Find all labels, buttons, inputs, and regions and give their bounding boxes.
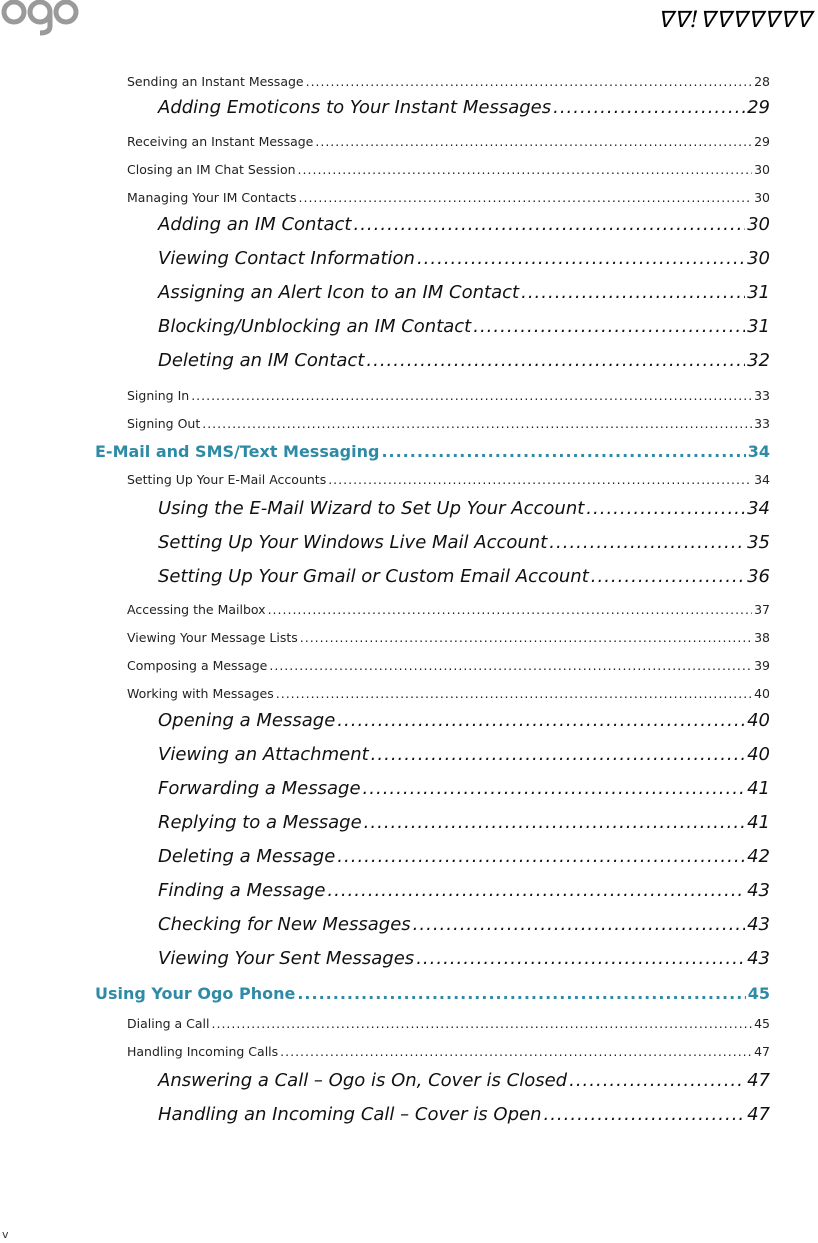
dot-leader xyxy=(569,1070,745,1091)
toc-entry[interactable] xyxy=(158,498,770,519)
toc-entry[interactable] xyxy=(158,532,770,553)
toc-entry-page: 40 xyxy=(747,710,770,731)
toc-entry-page: 40 xyxy=(754,686,770,701)
dot-leader xyxy=(521,282,745,303)
dot-leader xyxy=(473,316,745,337)
dot-leader xyxy=(299,190,753,205)
toc-entry-page: 36 xyxy=(747,566,770,587)
dot-leader xyxy=(315,134,752,149)
toc-entry-page: 47 xyxy=(747,1070,770,1091)
toc-entry-page: 43 xyxy=(747,880,770,901)
toc-entry[interactable] xyxy=(158,350,770,371)
toc-entry-page: 39 xyxy=(754,658,770,673)
toc-entry-page: 38 xyxy=(754,630,770,645)
toc-entry[interactable] xyxy=(127,602,770,617)
toc-entry-page: 41 xyxy=(747,778,770,799)
header-title: ᐁᐁ!ᐁᐁᐁᐁᐁᐁᐁ xyxy=(657,8,812,33)
dot-leader xyxy=(366,350,745,371)
dot-leader xyxy=(586,498,745,519)
toc-entry-title: Using Your Ogo Phone xyxy=(95,984,296,1003)
toc-entry[interactable] xyxy=(158,948,770,969)
dot-leader xyxy=(191,388,752,403)
dot-leader xyxy=(268,602,753,617)
dot-leader xyxy=(543,1104,745,1125)
dot-leader xyxy=(306,74,752,89)
toc-entry[interactable] xyxy=(127,388,770,403)
dot-leader xyxy=(300,630,752,645)
toc-entry-page: 40 xyxy=(747,744,770,765)
dot-leader xyxy=(413,914,745,935)
toc-entry[interactable] xyxy=(158,248,770,269)
toc-entry[interactable] xyxy=(158,1104,770,1125)
toc-entry-page: 34 xyxy=(747,498,770,519)
toc-entry-title: Viewing Contact Information xyxy=(158,248,415,269)
dot-leader xyxy=(416,948,745,969)
toc-entry-page: 29 xyxy=(754,134,770,149)
toc-entry-title: Viewing Your Sent Messages xyxy=(158,948,415,969)
dot-leader xyxy=(553,97,745,118)
toc-entry[interactable] xyxy=(158,812,770,833)
toc-entry[interactable] xyxy=(158,778,770,799)
dot-leader xyxy=(371,744,745,765)
toc-entry-page: 29 xyxy=(747,97,770,118)
toc-entry-title: Blocking/Unblocking an IM Contact xyxy=(158,316,472,337)
toc-entry-page: 42 xyxy=(747,846,770,867)
toc-entry-title: Viewing an Attachment xyxy=(158,744,369,765)
toc-entry-title: Signing In xyxy=(127,388,190,403)
toc-entry-title: Answering a Call – Ogo is On, Cover is Closed xyxy=(158,1070,568,1091)
dot-leader xyxy=(280,1044,752,1059)
toc-entry-title: Forwarding a Message xyxy=(158,778,361,799)
toc-entry-page: 41 xyxy=(747,812,770,833)
dot-leader xyxy=(417,248,745,269)
toc-entry-page: 32 xyxy=(747,350,770,371)
toc-entry-page: 45 xyxy=(747,984,770,1003)
dot-leader xyxy=(297,984,745,1003)
dot-leader xyxy=(328,472,752,487)
toc-entry-title: Handling an Incoming Call – Cover is Open xyxy=(158,1104,542,1125)
toc-entry[interactable] xyxy=(158,1070,770,1091)
page-number: v xyxy=(2,1228,9,1241)
dot-leader xyxy=(202,416,752,431)
toc-entry[interactable] xyxy=(127,686,770,701)
toc-entry[interactable] xyxy=(158,880,770,901)
toc-entry[interactable] xyxy=(127,134,770,149)
toc-entry[interactable] xyxy=(127,416,770,431)
toc-entry-title: Adding Emoticons to Your Instant Messages xyxy=(158,97,552,118)
toc-entry-page: 33 xyxy=(754,388,770,403)
toc-section[interactable] xyxy=(95,442,770,461)
dot-leader xyxy=(381,442,745,461)
toc-entry[interactable] xyxy=(127,1016,770,1031)
toc-entry[interactable] xyxy=(127,162,770,177)
toc-entry-page: 34 xyxy=(747,442,770,461)
dot-leader xyxy=(269,658,752,673)
toc-entry[interactable] xyxy=(158,97,770,118)
toc-entry-page: 33 xyxy=(754,416,770,431)
toc-entry-title: Handling Incoming Calls xyxy=(127,1044,279,1059)
dot-leader xyxy=(212,1016,753,1031)
toc-entry[interactable] xyxy=(158,316,770,337)
toc-entry-title: Replying to a Message xyxy=(158,812,362,833)
toc-entry[interactable] xyxy=(158,846,770,867)
dot-leader xyxy=(298,162,753,177)
dot-leader xyxy=(363,778,746,799)
toc-entry-page: 30 xyxy=(754,162,770,177)
toc-entry[interactable] xyxy=(127,1044,770,1059)
toc-entry-title: Sending an Instant Message xyxy=(127,74,304,89)
toc-entry-title: Viewing Your Message Lists xyxy=(127,630,298,645)
toc-entry-title: Accessing the Mailbox xyxy=(127,602,266,617)
toc-entry[interactable] xyxy=(158,744,770,765)
toc-entry-page: 28 xyxy=(754,74,770,89)
toc-entry-title: Setting Up Your Windows Live Mail Account xyxy=(158,532,548,553)
toc-section[interactable] xyxy=(95,984,770,1003)
dot-leader xyxy=(327,880,745,901)
toc-entry-title: Setting Up Your Gmail or Custom Email Account xyxy=(158,566,589,587)
toc-entry-title: Deleting a Message xyxy=(158,846,336,867)
toc-entry[interactable] xyxy=(127,190,770,205)
toc-entry-title: Using the E-Mail Wizard to Set Up Your Account xyxy=(158,498,585,519)
toc-entry-title: Working with Messages xyxy=(127,686,274,701)
dot-leader xyxy=(337,846,745,867)
dot-leader xyxy=(364,812,745,833)
toc-entry-title: Closing an IM Chat Session xyxy=(127,162,296,177)
toc-entry-title: Dialing a Call xyxy=(127,1016,210,1031)
toc-entry[interactable] xyxy=(158,282,770,303)
toc-entry-page: 43 xyxy=(747,948,770,969)
toc-entry-title: Composing a Message xyxy=(127,658,268,673)
toc-entry-page: 45 xyxy=(754,1016,770,1031)
toc-entry-page: 47 xyxy=(754,1044,770,1059)
toc-entry[interactable] xyxy=(158,214,770,235)
toc-entry[interactable] xyxy=(127,658,770,673)
toc-entry-page: 43 xyxy=(747,914,770,935)
toc-entry[interactable] xyxy=(127,472,770,487)
toc-entry-title: Managing Your IM Contacts xyxy=(127,190,297,205)
toc-entry-title: Finding a Message xyxy=(158,880,326,901)
toc-entry-title: Receiving an Instant Message xyxy=(127,134,314,149)
toc-entry-title: Deleting an IM Contact xyxy=(158,350,365,371)
toc-entry[interactable] xyxy=(158,710,770,731)
toc-entry-page: 47 xyxy=(747,1104,770,1125)
toc-entry-title: Signing Out xyxy=(127,416,201,431)
toc-entry-page: 31 xyxy=(747,316,770,337)
toc-entry-page: 30 xyxy=(754,190,770,205)
toc-entry-page: 34 xyxy=(754,472,770,487)
toc-entry-title: Adding an IM Contact xyxy=(158,214,352,235)
toc-entry[interactable] xyxy=(127,630,770,645)
ogo-logo xyxy=(0,0,82,36)
toc-entry[interactable] xyxy=(127,74,770,89)
toc-entry-page: 35 xyxy=(747,532,770,553)
toc-entry-title: E-Mail and SMS/Text Messaging xyxy=(95,442,380,461)
toc-entry-page: 37 xyxy=(754,602,770,617)
toc-entry-title: Checking for New Messages xyxy=(158,914,411,935)
toc-entry[interactable] xyxy=(158,566,770,587)
toc-entry[interactable] xyxy=(158,914,770,935)
toc-entry-title: Assigning an Alert Icon to an IM Contact xyxy=(158,282,520,303)
toc-entry-title: Setting Up Your E-Mail Accounts xyxy=(127,472,327,487)
dot-leader xyxy=(549,532,745,553)
dot-leader xyxy=(276,686,752,701)
toc-entry-page: 30 xyxy=(747,248,770,269)
dot-leader xyxy=(353,214,745,235)
toc-entry-page: 31 xyxy=(747,282,770,303)
toc-entry-page: 30 xyxy=(747,214,770,235)
toc-entry-title: Opening a Message xyxy=(158,710,336,731)
dot-leader xyxy=(591,566,745,587)
dot-leader xyxy=(337,710,745,731)
